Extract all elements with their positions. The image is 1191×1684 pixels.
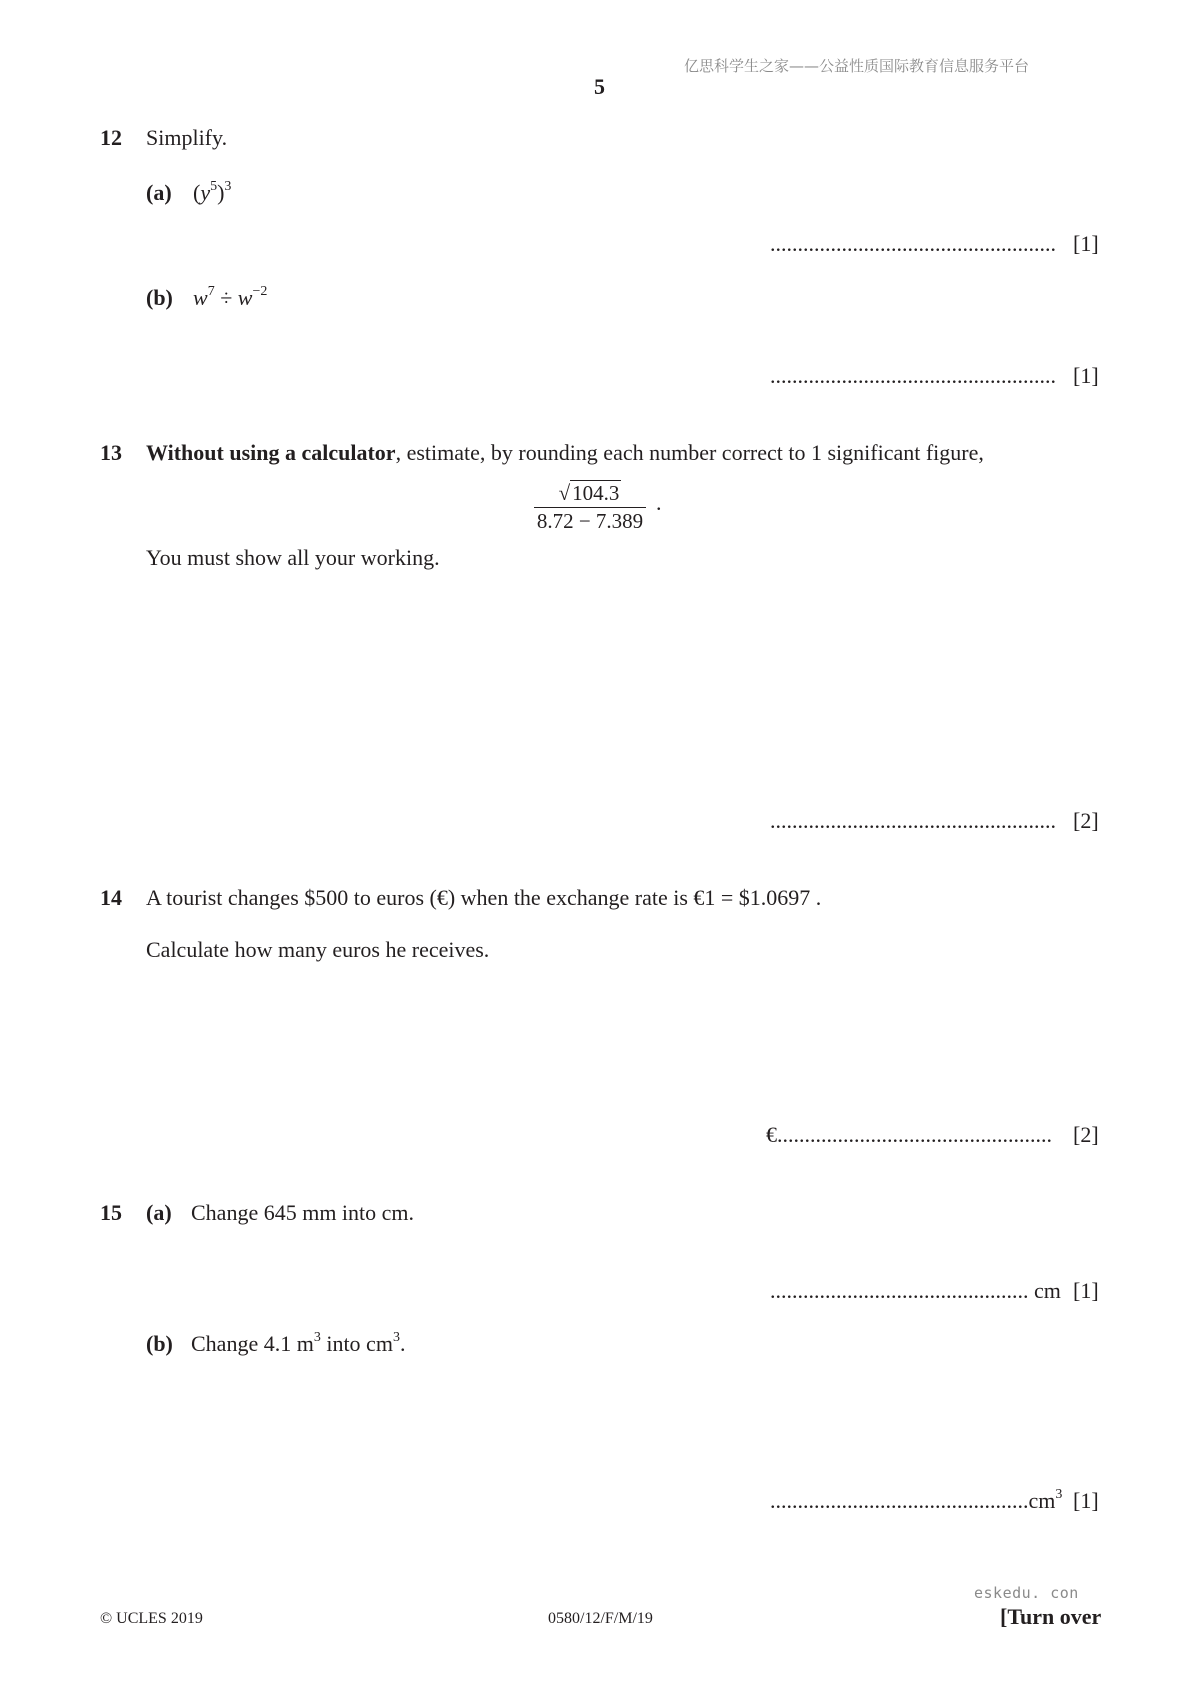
q13-denominator: 8.72 − 7.389 [536, 509, 644, 533]
q15a-answer-line[interactable] [770, 1278, 1061, 1304]
q12b-answer-line[interactable] [770, 363, 1056, 389]
footer-code: 0580/12/F/M/19 [548, 1610, 653, 1627]
q13-fraction [534, 481, 646, 534]
q14-answer-line[interactable] [766, 1122, 1052, 1148]
site-watermark: eskedu. con [974, 1584, 1079, 1602]
q15b-marks: [1] [1073, 1488, 1099, 1513]
euro-symbol: € [766, 1122, 777, 1147]
q13-bold-lead: Without using a calculator [146, 440, 396, 465]
footer-copyright: © UCLES 2019 [100, 1610, 203, 1627]
answer-dots: .................................................... [770, 231, 1056, 256]
q12a-expression: $(y^5)^3$ [193, 178, 232, 205]
q13-marks: [2] [1073, 808, 1099, 833]
q12a-answer-line[interactable] [770, 231, 1056, 257]
q14-instruction: Calculate how many euros he receives. [146, 937, 490, 962]
q15a-marks: [1] [1073, 1278, 1099, 1303]
q13-numerator: √104.3 [558, 481, 620, 505]
answer-dots: .................................................... [770, 363, 1056, 388]
answer-dots: .................................................. [777, 1122, 1052, 1147]
q12a-label: (a) [146, 180, 172, 205]
q15b-answer-line[interactable]: $...............................................cm^3$ [770, 1486, 1063, 1513]
q15a-label: (a) [146, 1200, 172, 1225]
q13-answer-line[interactable] [770, 808, 1056, 834]
q13-prompt-rest: , estimate, by rounding each number correct to 1 significant figure, [395, 440, 984, 465]
q15a-unit: cm [1034, 1278, 1061, 1303]
q12-number: 12 [100, 125, 122, 150]
q15a-prompt: Change 645 mm into cm. [191, 1200, 415, 1225]
q13-prompt [146, 440, 984, 466]
q14-number: 14 [100, 885, 122, 910]
q15b-prompt: Change 4.1 $m^3$ into $cm^3$. [191, 1329, 406, 1356]
answer-dots: ............................................... [770, 1278, 1029, 1303]
q14-marks: [2] [1073, 1122, 1099, 1147]
q14-prompt: A tourist changes $500 to euros (€) when the exchange rate is €1 = $1.0697 . [146, 885, 822, 910]
q15b-label: (b) [146, 1331, 173, 1356]
q13-period: . [656, 490, 662, 515]
q13-instruction: You must show all your working. [146, 545, 440, 570]
q12a-marks: [1] [1073, 231, 1099, 256]
q13-number: 13 [100, 440, 122, 465]
q12b-expression: $w^7 \div w^{-2}$ [193, 283, 268, 310]
q15-number: 15 [100, 1200, 122, 1225]
answer-dots: ............................................... [770, 1488, 1029, 1513]
turn-over: [Turn over [1000, 1604, 1102, 1629]
page-number: 5 [594, 74, 605, 99]
q12-prompt: Simplify. [146, 125, 228, 150]
answer-dots: .................................................... [770, 808, 1056, 833]
q12b-marks: [1] [1073, 363, 1099, 388]
header-watermark: 亿思科学生之家——公益性质国际教育信息服务平台 [684, 57, 1030, 75]
q15b-unit: cm [1028, 1488, 1056, 1513]
q12b-label: (b) [146, 285, 173, 310]
